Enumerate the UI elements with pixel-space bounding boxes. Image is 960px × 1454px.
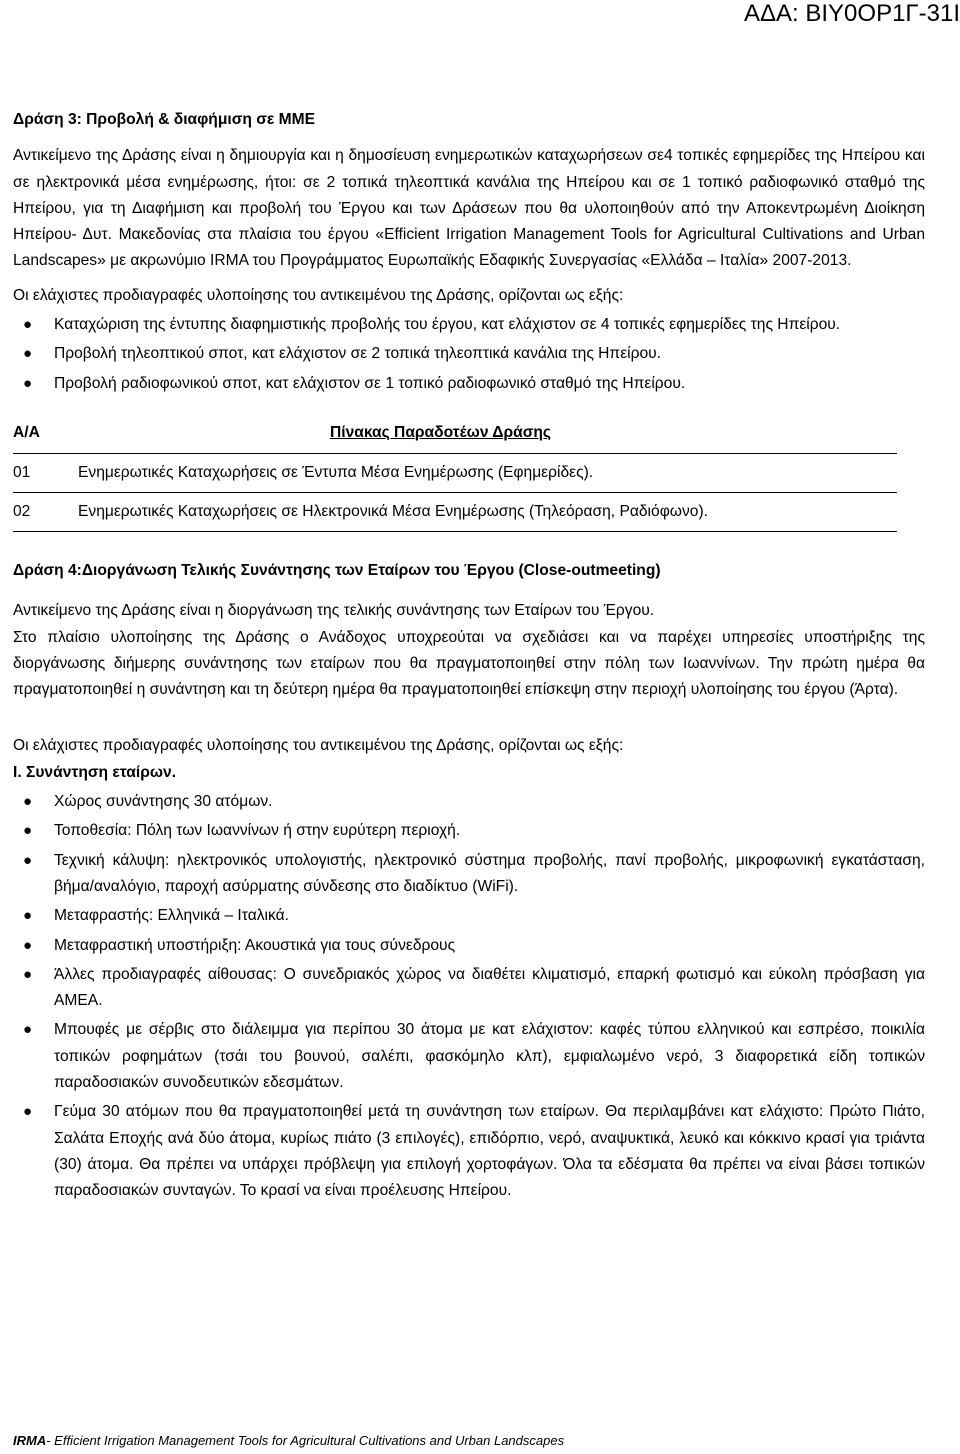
bullet-icon: ● [23,936,33,954]
list-item: ● Προβολή ραδιοφωνικού σποτ, κατ ελάχιστον σε 1 τοπικό ραδιοφωνικό σταθμό της Ηπείρου. [13,371,925,397]
column-header-title: Πίνακας Παραδοτέων Δράσης [330,423,552,441]
row-text: Ενημερωτικές Καταχωρήσεις σε Ηλεκτρονικά Μέσα Ενημέρωσης (Τηλεόραση, Ραδιόφωνο). [78,502,708,520]
bullet-icon: ● [23,822,33,840]
action4-subheading: Ι. Συνάντηση εταίρων. [13,763,177,781]
list-item: ● Καταχώριση της έντυπης διαφημιστικής προβολής του έργου, κατ ελάχιστον σε 4 τοπικές εφημερίδες της Ηπείρου. [13,312,925,338]
action3-paragraph: Αντικείμενο της Δράσης είναι η δημιουργία και η δημοσίευση ενημερωτικών καταχωρήσεων σε4 τοπικές εφημερίδες της Ηπείρου και σε ηλεκτρονικά μέσα ενημέρωσης, ήτοι: σε 2 τοπικά τηλεοπτικά κανάλια της Ηπείρου και σε 1 τοπικό ραδιοφωνικό σταθμό της Ηπείρου, για τη Διαφήμιση και προβολή του Έργου και των Δράσεων που θα υλοποιηθούν από την Αποκεντρωμένη Διοίκηση Ηπείρου- Δυτ. Μακεδονίας στα πλαίσια του έργου «Efficient Irrigation Management Tools for Agricultural Cultivations and Urban Landscapes» με ακρωνύμιο IRMA του Προγράμματος Ευρωπαϊκής Εδαφικής Συνεργασίας «Ελλάδα – Ιταλία» 2007-2013. [13,147,925,270]
deliverables-table [13,413,897,532]
bullet-icon: ● [23,374,33,392]
column-header-number: Α/Α [13,423,40,441]
list-item: ● Τοποθεσία: Πόλη των Ιωαννίνων ή στην ευρύτερη περιοχή. [13,818,925,844]
list-item: ● Μπουφές με σέρβις στο διάλειμμα για περίπου 30 άτομα με κατ ελάχιστον: καφές τύπου ελληνικού και εσπρέσο, ποικιλία τοπικών ροφημάτων (τσάι του βουνού, σαλέπι, φασκόμηλο κλπ), εμφιαλωμένο νερό, 3 διαφορετικά είδη τοπικών παραδοσιακών συνοδευτικών εδεσμάτων. [13,1017,925,1096]
bullet-icon: ● [23,1103,33,1121]
action3-spec-intro: Οι ελάχιστες προδιαγραφές υλοποίησης του αντικειμένου της Δράσης, ορίζονται ως εξής: [13,286,624,304]
bullet-icon: ● [23,316,33,334]
bullet-icon: ● [23,1021,33,1039]
bullet-icon: ● [23,851,33,869]
list-item: ● Προβολή τηλεοπτικού σποτ, κατ ελάχιστον σε 2 τοπικά τηλεοπτικά κανάλια της Ηπείρου. [13,341,925,367]
bullet-icon: ● [23,965,33,983]
page-footer [13,1433,564,1448]
row-text: Ενημερωτικές Καταχωρήσεις σε Έντυπα Μέσα Ενημέρωσης (Εφημερίδες). [78,463,594,481]
table-row [13,454,897,493]
action3-bullet-list [13,312,925,397]
list-item: ● Μεταφραστική υποστήριξη: Ακουστικά για τους σύνεδρους [13,933,925,959]
footer-text: - Efficient Irrigation Management Tools for Agricultural Cultivations and Urban Landscapes [46,1433,565,1448]
list-item: ● Γεύμα 30 ατόμων που θα πραγματοποιηθεί μετά τη συνάντηση των εταίρων. Θα περιλαμβάνει κατ ελάχιστο: Πρώτο Πιάτο, Σαλάτα Εποχής ανά δύο άτομα, κυρίως πιάτο (3 επιλογές), επιδόρπιο, νερό, αναψυκτικά, λευκό και κόκκινο κρασί για τριάντα (30) άτομα. Θα πρέπει να υπάρχει πρόβλεψη για επιλογή χορτοφάγων. Όλα τα εδέσματα θα πρέπει να είναι βάσει τοπικών παραδοσιακών συνταγών. Το κρασί να είναι προέλευσης Ηπείρου. [13,1099,925,1204]
table-row [13,493,897,531]
bullet-icon: ● [23,793,33,811]
list-item: ● Άλλες προδιαγραφές αίθουσας: Ο συνεδριακός χώρος να διαθέτει κλιματισμό, επαρκή φωτισμό και εύκολη πρόσβαση για ΑΜΕΑ. [13,962,925,1015]
row-number: 02 [13,502,31,520]
row-number: 01 [13,463,31,481]
action4-paragraph-1: Αντικείμενο της Δράσης είναι η διοργάνωση της τελικής συνάντησης των Εταίρων του Έργου. [13,602,655,620]
bullet-icon: ● [23,907,33,925]
list-item: ● Μεταφραστής: Ελληνικά – Ιταλικά. [13,903,925,929]
bullet-icon: ● [23,345,33,363]
list-item: ● Χώρος συνάντησης 30 ατόμων. [13,789,925,815]
action4-bullet-list [13,789,925,1204]
table-header [13,413,897,454]
footer-acronym: IRMA [13,1433,47,1448]
ada-code: ΑΔΑ: ΒΙΥ0ΟΡ1Γ-31Ι [743,0,960,27]
document-page [13,107,925,1205]
action4-title: Δράση 4:Διοργάνωση Τελικής Συνάντησης των Εταίρων του Έργου (Close-outmeeting) [13,561,661,579]
list-item: ● Τεχνική κάλυψη: ηλεκτρονικός υπολογιστής, ηλεκτρονικό σύστημα προβολής, πανί προβολής, μικροφωνική εγκατάσταση, βήμα/αναλόγιο, παροχή ασύρματης σύνδεσης στο διαδίκτυο (WiFi). [13,848,925,901]
action3-title: Δράση 3: Προβολή & διαφήμιση σε ΜΜΕ [13,111,315,128]
action4-paragraph-2: Στο πλαίσιο υλοποίησης της Δράσης ο Ανάδοχος υποχρεούται να σχεδιάσει και να παρέχει υπηρεσίες υποστήριξης της διοργάνωσης διήμερης συνάντησης των εταίρων που θα πραγματοποιηθεί στην πόλη των Ιωαννίνων. Την πρώτη ημέρα θα πραγματοποιηθεί η συνάντηση και τη δεύτερη ημέρα θα πραγματοποιηθεί επίσκεψη στην περιοχή υλοποίησης του έργου (Άρτα). [13,628,925,699]
action4-spec-intro: Οι ελάχιστες προδιαγραφές υλοποίησης του αντικειμένου της Δράσης, ορίζονται ως εξής: [13,737,624,755]
